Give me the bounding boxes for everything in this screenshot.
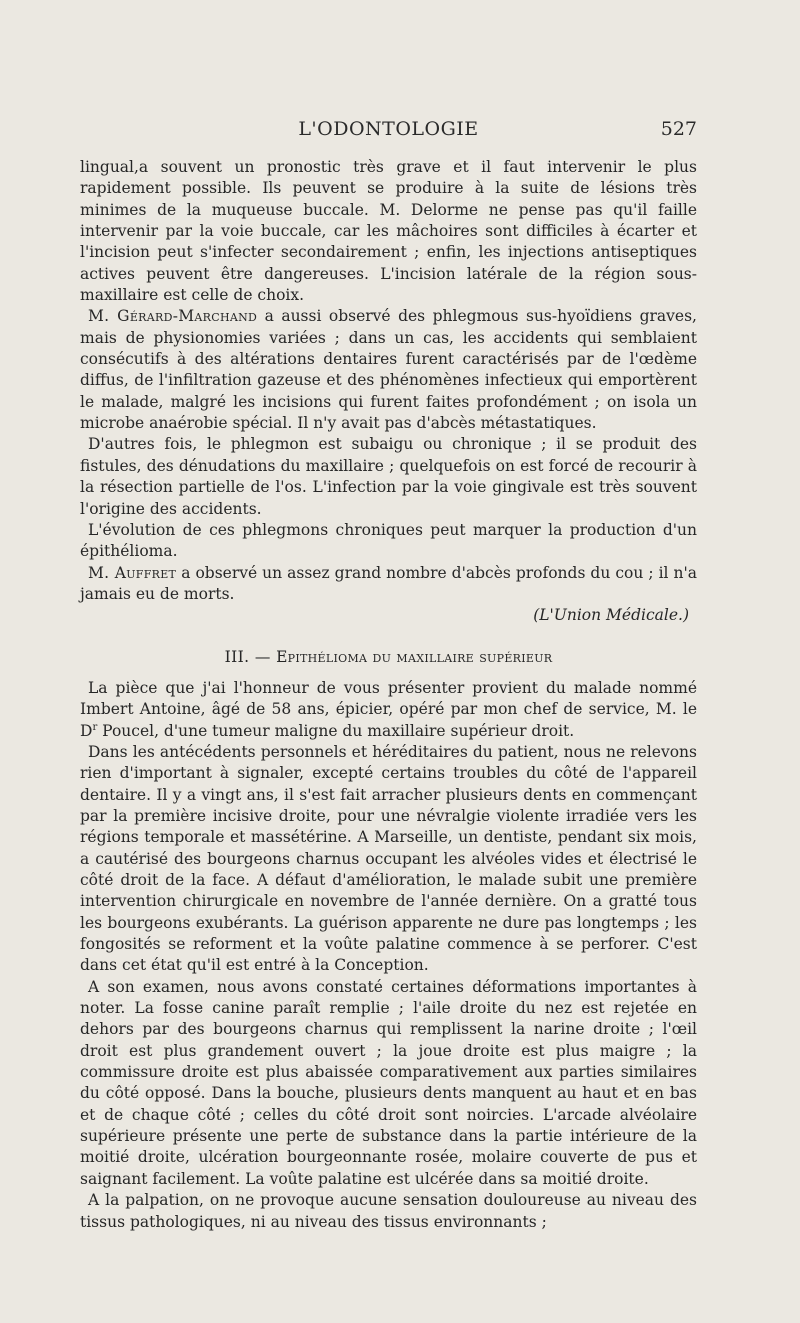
paragraph-antecedents: Dans les antécédents personnels et héréditaires du patient, nous ne relevons rien d'important à signaler, excepté certains troubles du côté de l'appareil dentaire. Il y a vingt ans, il s'est fait arracher plusieurs dents en commençant par la première incisive droite, pour une névralgie violente irradiée vers les régions temporale et massétérine. A Marseille, un dentiste, pendant six mois, a cautérisé des bourgeons charnus occupant les alvéoles vides et électrisé le côté droit de la face. A défaut d'amélioration, le malade subit une première intervention chirurgicale en novembre de l'année dernière. On a gratté tous les bourgeons exubérants. La guérison apparente ne dure pas longtemps ; les fongosités se reforment et la voûte palatine commence à se perforer. C'est dans cet état qu'il est entré à la Conception.: [80, 742, 697, 975]
page-header: [80, 118, 697, 148]
paragraph-text: Poucel, d'une tumeur maligne du maxillaire supérieur droit.: [97, 721, 575, 740]
paragraph-gerard-marchand: [80, 306, 697, 434]
paragraph-text: a observé un assez grand nombre d'abcès profonds du cou ; il n'a jamais eu de morts.: [80, 563, 697, 603]
section-number: III. —: [224, 647, 277, 666]
author-name: M. Gérard-Marchand: [88, 307, 258, 326]
section-heading: [80, 647, 697, 668]
paragraph-auffret: [80, 563, 697, 606]
page-number: 527: [660, 118, 697, 140]
paragraph-text: a aussi observé des phlegmous sus-hyoïdiens graves, mais de physionomies variées ; dans un cas, les accidents qui semblaient consécutifs à des altérations dentaires furent caractérisés par de l'œdème diffus, de l'infiltration gazeuse et des phénomènes infectieux qui emportèrent le malade, malgré les incisions qui furent faites profondément ; on isola un microbe anaérobie spécial. Il n'y avait pas d'abcès métastatiques.: [80, 307, 697, 433]
paragraph-patient: [80, 678, 697, 742]
paragraph-evolution: L'évolution de ces phlegmons chroniques peut marquer la production d'un épithélioma.: [80, 520, 697, 561]
paragraph-continuation: lingual,a souvent un pronostic très grave et il faut intervenir le plus rapidement possible. Ils peuvent se produire à la suite de lésions très minimes de la muqueuse buccale. M. Delorme ne pense pas qu'il faille intervenir par la voie buccale, car les mâchoires sont difficiles à écarter et l'incision peut s'infecter secondairement ; enfin, les injections antiseptiques actives peuvent être dangereuses. L'incision latérale de la région sous-maxillaire est celle de choix.: [80, 158, 697, 305]
source-citation: (L'Union Médicale.): [533, 606, 689, 625]
paragraph-text: La pièce que j'ai l'honneur de vous présenter provient du malade nommé Imbert Antoine, âgé de 58 ans, épicier, opéré par mon chef de service, M. le D: [80, 678, 697, 740]
author-name: M. Auffret: [88, 563, 177, 582]
paragraph-palpation: A la palpation, on ne provoque aucune sensation douloureuse au niveau des tissus pathologiques, ni au niveau des tissus environnants ;: [80, 1191, 697, 1231]
superscript: r: [92, 721, 98, 733]
paragraph-chronic: D'autres fois, le phlegmon est subaigu ou chronique ; il se produit des fistules, des dénudations du maxillaire ; quelquefois on est forcé de recourir à la résection partielle de l'os. L'infection par la voie gingivale est très souvent l'origine des accidents.: [80, 435, 697, 518]
section-title: Epithélioma du maxillaire supérieur: [276, 647, 553, 666]
paragraph-examination: A son examen, nous avons constaté certaines déformations importantes à noter. La fosse canine paraît remplie ; l'aile droite du nez est rejetée en dehors par des bourgeons charnus qui remplissent la narine droite ; l'œil droit est plus grandement ouvert ; la joue droite est plus maigre ; la commissure droite est plus abaissée comparativement aux parties similaires du côté opposé. Dans la bouche, plusieurs dents manquent au haut et en bas et de chaque côté ; celles du côté droit sont noircies. L'arcade alvéolaire supérieure présente une perte de substance dans la partie intérieure de la moitié droite, ulcération bourgeonnante rosée, molaire couverte de pus et saignant facilement. La voûte palatine est ulcérée dans sa moitié droite.: [80, 977, 697, 1188]
running-title: L'ODONTOLOGIE: [298, 118, 479, 140]
article-body: [80, 157, 697, 1233]
